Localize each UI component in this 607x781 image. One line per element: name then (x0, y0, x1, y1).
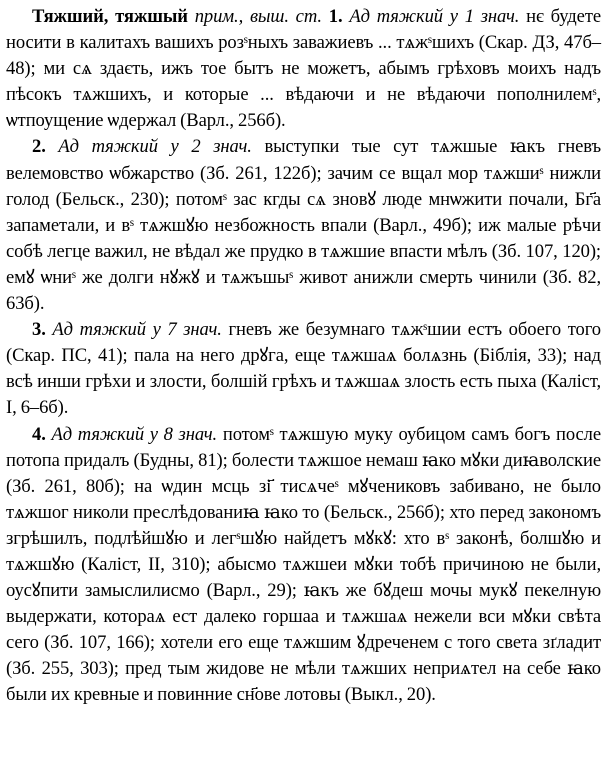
sense-text: выступки тые сут тѧжшые ꙗкъ гневъ велемовство ѡбжарство (Зб. 261, 122б); зачим се вщал мор тѧжшиˢ нижли голод (Бельск., 230); потомˢ зас кгды сѧ зновꙋ люде мнѡжити почали, Бг҃а запаметали, и вˢ тѧжшꙋю незбожность впали (Варл., 49б); иж малые рѣчи собѣ легце важил, не вѣдал же прудко в тѧжшие впасти мѣлъ (Зб. 107, 120); емꙋ ѡниˢ же долги нꙋжꙋ и тѧжъшыˢ живот анижли смерть чинили (Зб. 82, 63б). (6, 136, 601, 315)
sense-number: 2. (32, 136, 46, 158)
sense-label: Ад тяжкий у 8 знач. (51, 423, 218, 445)
sense-number: 3. (32, 319, 46, 341)
entry-sense-4 (6, 422, 601, 709)
headword: Тяжший, тяжшый (32, 6, 188, 27)
sense-number: 1. (328, 6, 343, 27)
sense-text: гневъ же безумнаго тѧжˢшии естъ обоего того (Скар. ПС, 41); пала на него дрꙋга, еще тѧжшаѧ болѧзнь (Біблія, 33); над всѣ инши грѣхи и злости, болшій грѣхъ и тѧжшаѧ злость есть пыха (Каліст, I, 6–6б). (6, 319, 601, 419)
entry-sense-2 (6, 134, 601, 317)
sense-label: Ад тяжкий у 2 знач. (58, 136, 252, 158)
sense-label: Ад тяжкий у 1 знач. (349, 6, 520, 27)
grammar-label: прим., выш. ст. (194, 6, 322, 27)
sense-text: потомˢ тѧжшую муку оубицом самъ богъ после потопа придалъ (Будны, 81); болести тѧжшое немаш ꙗко мꙋки диꙗволские (Зб. 261, 80б); на ѡдин мсць зі҃ тисѧчеˢ мꙋчениковъ забивано, не было тѧжшог николи преслѣдованиꙗ ꙗко то (Бельск., 256б); хто перед закономъ згрѣшилъ, подлѣйшꙋю и легˢшꙋю найдетъ мꙋкꙋ: хто вˢ законѣ, болшꙋю и тѧжшꙋю (Каліст, II, 310); абысмо тѧжшеи мꙋки тобѣ причиною не были, оусꙋпити замыслилисмо (Варл., 29); ꙗкъ же бꙋдеш мочы мукꙋ пекелную выдержати, котораѧ ест далеко горшаа и тѧжшаѧ нежели вси мꙋки свѣта сего (Зб. 107, 166); хотели его еще тѧжшим ꙋдреченем с того света зґладит (Зб. 255, 303); пред тым жидове не мѣли тѧжших неприѧтел на себе ꙗко были их кревные и повинние сн҃ове лотовы (Выкл., 20). (6, 423, 601, 706)
sense-number: 4. (32, 423, 46, 445)
entry-sense-1 (6, 4, 601, 134)
sense-text: нє будете носити в калитахъ вашихъ розˢныхъ заважиевъ ... тѧжˢшихъ (Скар. ДЗ, 47б–48); ми сѧ здаєть, ижъ тое бытъ не можетъ, абымъ грѣховъ моихъ надъ пѣсокъ тѧжшихъ, и которые ... вѣдаючи и не вѣдаючи пополнилемˢ, ѡтпоущение ѡдержал (Варл., 256б). (6, 6, 601, 132)
sense-label: Ад тяжкий у 7 знач. (52, 319, 222, 341)
entry-sense-3 (6, 317, 601, 421)
